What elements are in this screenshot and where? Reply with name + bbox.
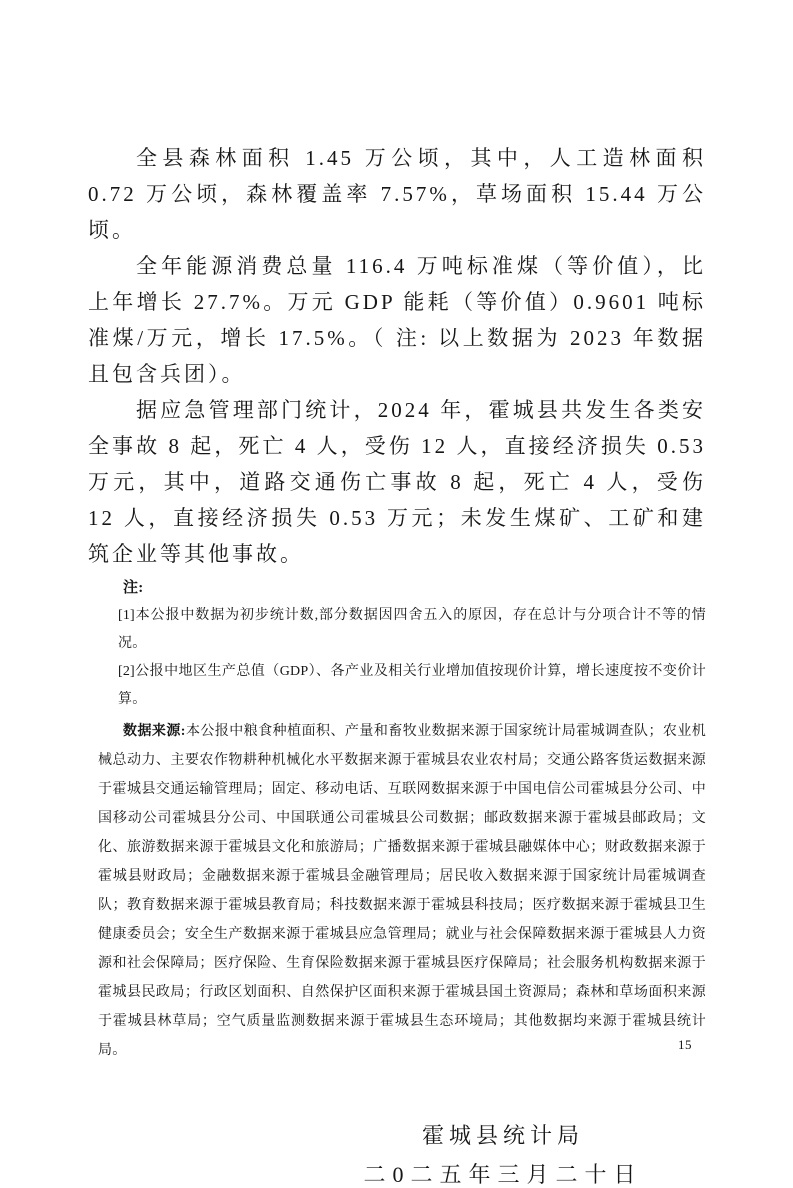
- signature-agency: 霍城县统计局: [421, 1123, 584, 1148]
- data-source-text: 本公报中粮食种植面积、产量和畜牧业数据来源于国家统计局霍城调查队；农业机械总动力、主要农作物耕种机械化水平数据来源于霍城县农业农村局；交通公路客货运数据来源于霍城县交通运输管理局；固定、移动电话、互联网数据来源于中国电信公司霍城县分公司、中国移动公司霍城县分公司、中国联通公司霍城县公司数据；邮政数据来源于霍城县邮政局；文化、旅游数据来源于霍城县文化和旅游局；广播数据来源于霍城县融媒体中心；财政数据来源于霍城县财政局；金融数据来源于霍城县金融管理局；居民收入数据来源于国家统计局霍城调查队；教育数据来源于霍城县教育局；科技数据来源于霍城县科技局；医疗数据来源于霍城县卫生健康委员会；安全生产数据来源于霍城县应急管理局；就业与社会保障数据来源于霍城县人力资源和社会保障局；医疗保险、生育保险数据来源于霍城县医疗保障局；社会服务机构数据来源于霍城县民政局；行政区划面积、自然保护区面积来源于霍城县国土资源局；森林和草场面积来源于霍城县林草局；空气质量监测数据来源于霍城县生态环境局；其他数据均来源于霍城县统计局。: [98, 724, 706, 1058]
- signature-date: 二0二五年三月二十日: [363, 1162, 643, 1187]
- data-source-label: 数据来源:: [123, 724, 186, 739]
- note-item-2: [2]公报中地区生产总值（GDP）、各产业及相关行业增加值按现价计算，增长速度按不变价计算。: [118, 664, 706, 707]
- paragraph-forest-area: 全县森林面积 1.45 万公顷，其中，人工造林面积 0.72 万公顷，森林覆盖率 7.57%，草场面积 15.44 万公顷。: [88, 146, 706, 242]
- page-number: 15: [678, 1037, 692, 1052]
- signature-block: [88, 1123, 706, 1188]
- paragraph-safety-accidents: 据应急管理部门统计，2024 年，霍城县共发生各类安全事故 8 起，死亡 4 人，受伤 12 人，直接经济损失 0.53 万元，其中，道路交通伤亡事故 8 起，死亡 4 人，受伤 12 人，直接经济损失 0.53 万元；未发生煤矿、工矿和建筑企业等其他事故。: [88, 398, 706, 566]
- notes-section: [88, 576, 706, 1065]
- data-source-paragraph: [98, 717, 706, 1065]
- notes-heading: 注:: [123, 580, 144, 596]
- note-item-1: [1]本公报中数据为初步统计数,部分数据因四舍五入的原因，存在总计与分项合计不等的情况。: [118, 608, 706, 651]
- paragraph-energy-consumption: 全年能源消费总量 116.4 万吨标准煤（等价值），比上年增长 27.7%。万元 GDP 能耗（等价值）0.9601 吨标准煤/万元，增长 17.5%。（ 注: 以上数据为 2023 年数据且包含兵团）。: [88, 254, 706, 386]
- document-content: [88, 0, 706, 1188]
